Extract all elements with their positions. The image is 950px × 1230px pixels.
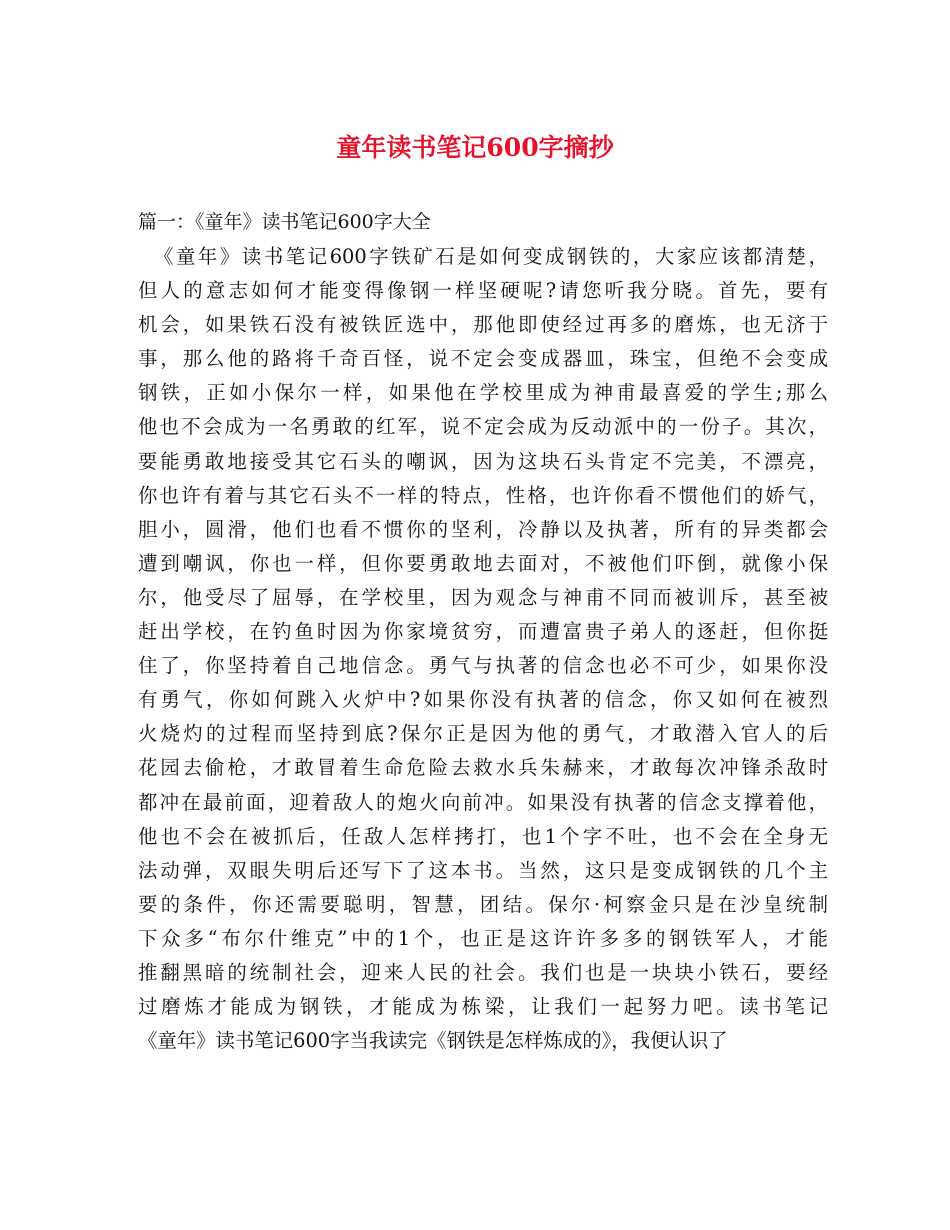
body-line: 《童年》读书笔记600字铁矿石是如何变成钢铁的，大家应该都清楚， — [154, 245, 828, 268]
body-line: 尔，他受尽了屈辱，在学校里，因为观念与神甫不同而被训斥，甚至被 — [138, 585, 828, 609]
document-title: 童年读书笔记600字摘抄 — [336, 133, 614, 162]
body-line: 要的条件，你还需要聪明，智慧，团结。保尔·柯察金只是在沙皇统制 — [138, 892, 828, 916]
body-line: 法动弹，双眼失明后还写下了这本书。当然，这只是变成钢铁的几个主 — [138, 858, 828, 882]
body-line: 钢铁，正如小保尔一样，如果他在学校里成为神甫最喜爱的学生;那么 — [138, 381, 828, 405]
body-line: 他也不会在被抓后，任敌人怎样拷打，也1个字不吐，也不会在全身无 — [138, 824, 828, 848]
body-line: 赶出学校，在钓鱼时因为你家境贫穷，而遭富贵子弟人的逐赶，但你挺 — [138, 620, 828, 644]
body-paragraph — [138, 240, 828, 1058]
body-line: 火烧灼的过程而坚持到底?保尔正是因为他的勇气，才敢潜入官人的后 — [138, 722, 828, 746]
body-line: 过磨炼才能成为钢铁，才能成为栋梁，让我们一起努力吧。读书笔记 — [138, 995, 828, 1019]
section-heading: 篇一：《童年》读书笔记600字大全 — [138, 211, 431, 233]
body-line: 你也许有着与其它石头不一样的特点，性格，也许你看不惯他们的娇气， — [138, 483, 828, 507]
body-line: 他也不会成为一名勇敢的红军，说不定会成为反动派中的一份子。其次， — [138, 415, 828, 439]
body-line: 推翻黑暗的统制社会，迎来人民的社会。我们也是一块块小铁石，要经 — [138, 960, 828, 984]
body-line: 要能勇敢地接受其它石头的嘲讽，因为这块石头肯定不完美，不漂亮， — [138, 449, 828, 473]
body-line: 《童年》读书笔记600字当我读完《钢铁是怎样炼成的》，我便认识了 — [138, 1029, 728, 1053]
body-line: 胆小，圆滑，他们也看不惯你的坚利，冷静以及执著，所有的异类都会 — [138, 517, 828, 541]
body-line: 遭到嘲讽，你也一样，但你要勇敢地去面对，不被他们吓倒，就像小保 — [138, 551, 828, 575]
body-line: 但人的意志如何才能变得像钢一样坚硬呢?请您听我分晓。首先，要有 — [138, 279, 828, 303]
body-line: 都冲在最前面，迎着敌人的炮火向前冲。如果没有执著的信念支撑着他， — [138, 790, 828, 814]
body-line: 事，那么他的路将千奇百怪，说不定会变成器皿，珠宝，但绝不会变成 — [138, 347, 828, 371]
body-line: 机会，如果铁石没有被铁匠选中，那他即使经过再多的磨炼，也无济于 — [138, 313, 828, 337]
body-line: 住了，你坚持着自己地信念。勇气与执著的信念也必不可少，如果你没 — [138, 654, 828, 678]
body-line: 花园去偷枪，才敢冒着生命危险去救水兵朱赫来，才敢每次冲锋杀敌时 — [138, 756, 828, 780]
body-line: 下众多“布尔什维克”中的1个，也正是这许许多多的钢铁军人，才能 — [138, 926, 828, 950]
body-line: 有勇气，你如何跳入火炉中?如果你没有执著的信念，你又如何在被烈 — [138, 688, 828, 712]
